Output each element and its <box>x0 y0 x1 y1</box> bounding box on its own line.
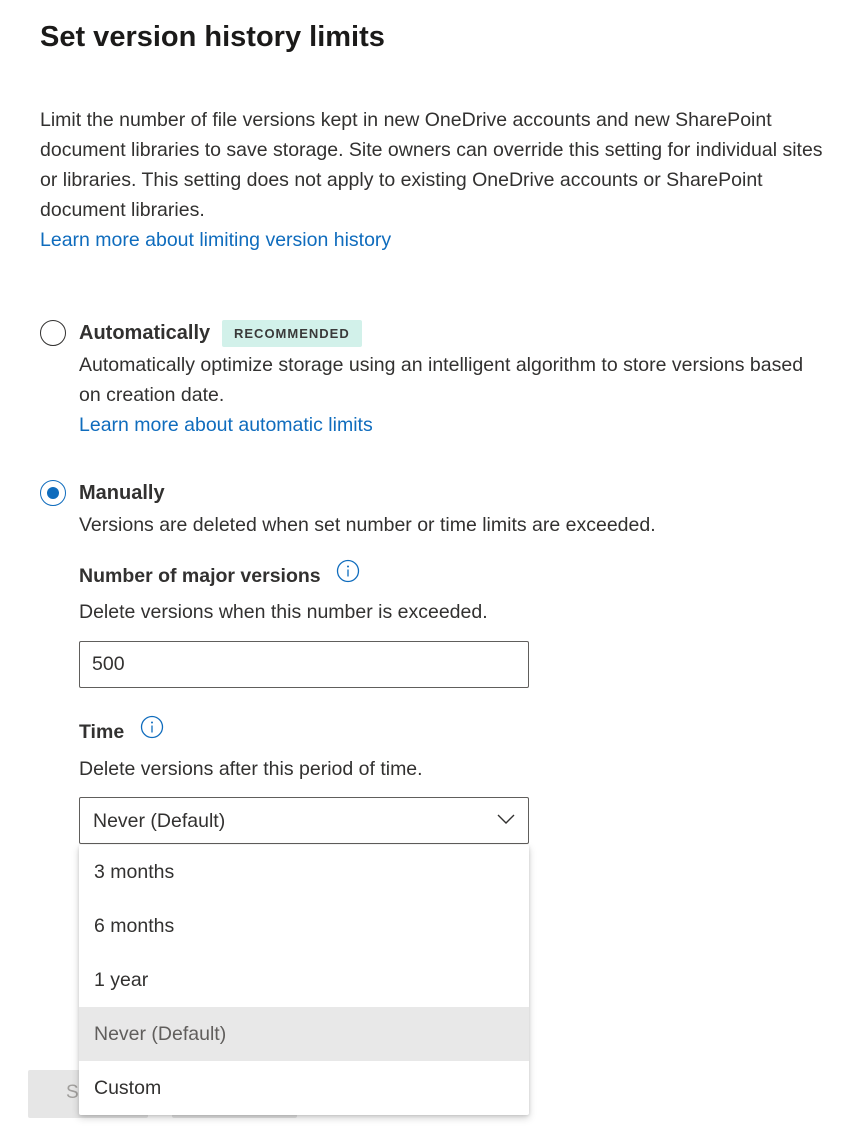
dropdown-option-6-months[interactable]: 6 months <box>94 915 175 937</box>
learn-more-automatic-link[interactable]: Learn more about automatic limits <box>79 414 373 436</box>
time-select[interactable] <box>79 797 529 844</box>
time-label: Time <box>79 721 125 743</box>
major-versions-input[interactable] <box>79 641 529 688</box>
automatically-radio[interactable] <box>40 320 66 346</box>
info-icon[interactable] <box>140 715 164 747</box>
dropdown-option-1-year[interactable]: 1 year <box>94 969 149 991</box>
learn-more-version-history-link[interactable]: Learn more about limiting version history <box>40 229 392 251</box>
automatically-description: Automatically optimize storage using an intelligent algorithm to store versions based on creation date. <box>79 354 804 406</box>
time-label-row <box>79 718 164 747</box>
time-select-value: Never (Default) <box>93 810 226 832</box>
description-block <box>40 105 830 255</box>
major-versions-help: Delete versions when this number is exceeded. <box>79 601 488 623</box>
manually-label[interactable]: Manually <box>79 482 165 504</box>
dropdown-option-custom[interactable]: Custom <box>94 1077 162 1099</box>
dropdown-option-never-default[interactable]: Never (Default) <box>79 1007 529 1061</box>
automatically-label[interactable]: Automatically <box>79 322 211 344</box>
recommended-badge: RECOMMENDED <box>222 320 362 347</box>
time-dropdown-list <box>79 845 529 1115</box>
description-text: Limit the number of file versions kept in new OneDrive accounts and new SharePoint document libraries to save storage. Site owners can override this setting for individual sites or libraries. This setting does not apply to existing OneDrive accounts or SharePoint document libraries. <box>40 109 823 221</box>
manually-description-block <box>79 510 819 540</box>
time-help: Delete versions after this period of time. <box>79 758 423 780</box>
automatically-description-block <box>79 350 819 440</box>
major-versions-label: Number of major versions <box>79 565 321 587</box>
info-icon[interactable] <box>336 559 360 591</box>
save-button-label: S <box>66 1082 79 1103</box>
dropdown-option-3-months[interactable]: 3 months <box>94 861 175 883</box>
major-versions-label-row <box>79 562 360 591</box>
chevron-down-icon <box>496 812 516 831</box>
manually-description: Versions are deleted when set number or time limits are exceeded. <box>79 514 656 536</box>
page-title: Set version history limits <box>40 21 385 53</box>
manually-radio[interactable] <box>40 480 66 506</box>
